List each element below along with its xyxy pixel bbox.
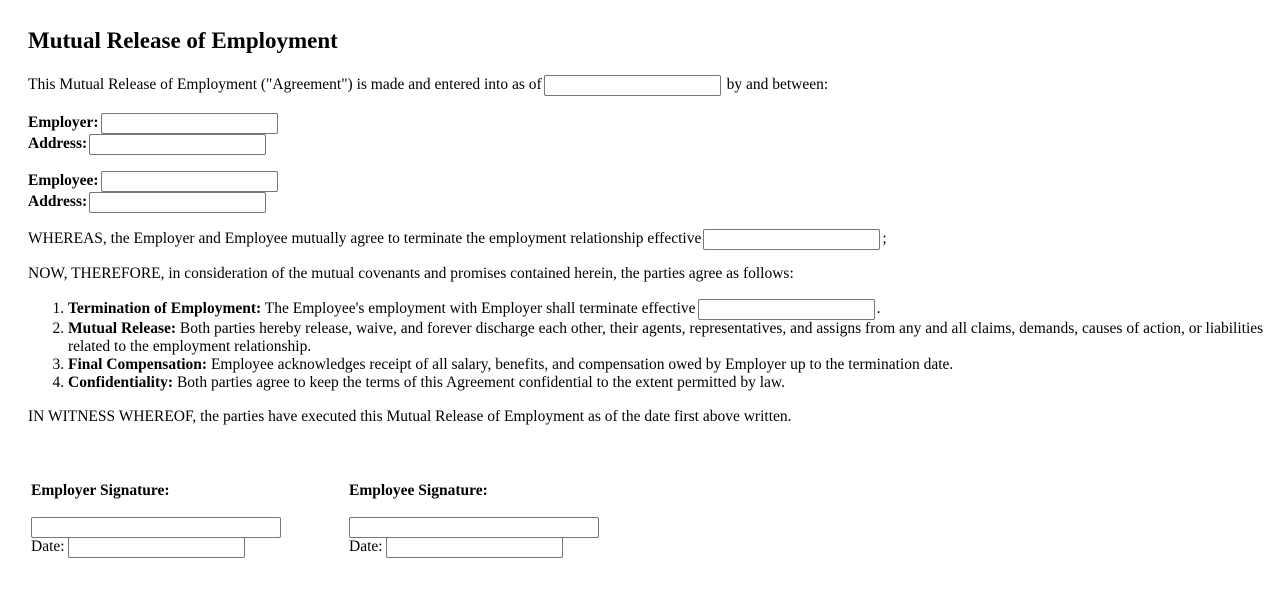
term-text: Both parties hereby release, waive, and forever discharge each other, their agents, representatives, and assigns from any and all claims, demands, causes of action, or liabilities related to the employment relationship. xyxy=(68,320,1264,355)
term-suffix: . xyxy=(876,300,881,318)
employee-date-field[interactable] xyxy=(386,537,563,558)
intro-after-text: by and between: xyxy=(722,76,829,94)
term-text: The Employee's employment with Employer shall terminate effective xyxy=(261,300,696,318)
employee-label: Employee: xyxy=(28,172,99,190)
term-heading: Final Compensation: xyxy=(68,356,208,373)
whereas-paragraph xyxy=(28,229,887,250)
employee-signature-label: Employee Signature: xyxy=(349,482,488,499)
employer-signature-label: Employer Signature: xyxy=(31,482,170,499)
employee-name-row xyxy=(28,171,280,192)
term-text: Both parties agree to keep the terms of this Agreement confidential to the extent permitted by law. xyxy=(173,374,785,391)
employer-label: Employer: xyxy=(28,114,99,132)
employer-date-label: Date: xyxy=(31,538,65,556)
term-heading: Confidentiality: xyxy=(68,374,174,391)
employer-date-field[interactable] xyxy=(68,537,245,558)
termination-date-field[interactable] xyxy=(698,299,875,320)
employer-address-label: Address: xyxy=(28,135,88,153)
employee-address-field[interactable] xyxy=(89,192,266,213)
employee-signature-field[interactable] xyxy=(349,517,599,538)
whereas-suffix: ; xyxy=(882,230,887,248)
term-final-compensation xyxy=(68,356,1278,374)
page-title: Mutual Release of Employment xyxy=(28,28,338,53)
employer-date-row xyxy=(31,537,245,558)
intro-paragraph xyxy=(28,75,828,96)
whereas-text: WHEREAS, the Employer and Employee mutually agree to terminate the employment relationship effective xyxy=(28,230,702,248)
term-heading: Termination of Employment: xyxy=(68,300,262,318)
employer-address-row xyxy=(28,134,268,155)
term-mutual-release xyxy=(68,320,1278,356)
employer-name-row xyxy=(28,113,280,134)
employee-date-row xyxy=(349,537,563,558)
employee-name-field[interactable] xyxy=(101,171,278,192)
intro-text: This Mutual Release of Employment ("Agreement") is made and entered into as of xyxy=(28,76,542,94)
term-heading: Mutual Release: xyxy=(68,320,177,337)
employer-signature-field[interactable] xyxy=(31,517,281,538)
employer-signature-block xyxy=(31,482,170,556)
term-confidentiality xyxy=(68,374,1278,392)
employee-signature-block xyxy=(349,482,488,556)
agreement-date-field[interactable] xyxy=(544,75,721,96)
employee-address-row xyxy=(28,192,268,213)
termination-effective-date-field[interactable] xyxy=(703,229,880,250)
employee-date-label: Date: xyxy=(349,538,383,556)
now-therefore-paragraph: NOW, THEREFORE, in consideration of the mutual covenants and promises contained herein, the parties agree as follows: xyxy=(28,265,794,282)
terms-list xyxy=(28,299,1278,392)
term-termination xyxy=(68,299,1278,320)
employer-name-field[interactable] xyxy=(101,113,278,134)
witness-paragraph: IN WITNESS WHEREOF, the parties have executed this Mutual Release of Employment as of the date first above written. xyxy=(28,408,792,425)
term-text: Employee acknowledges receipt of all salary, benefits, and compensation owed by Employer up to the termination date. xyxy=(207,356,954,373)
employee-address-label: Address: xyxy=(28,193,88,211)
employer-address-field[interactable] xyxy=(89,134,266,155)
